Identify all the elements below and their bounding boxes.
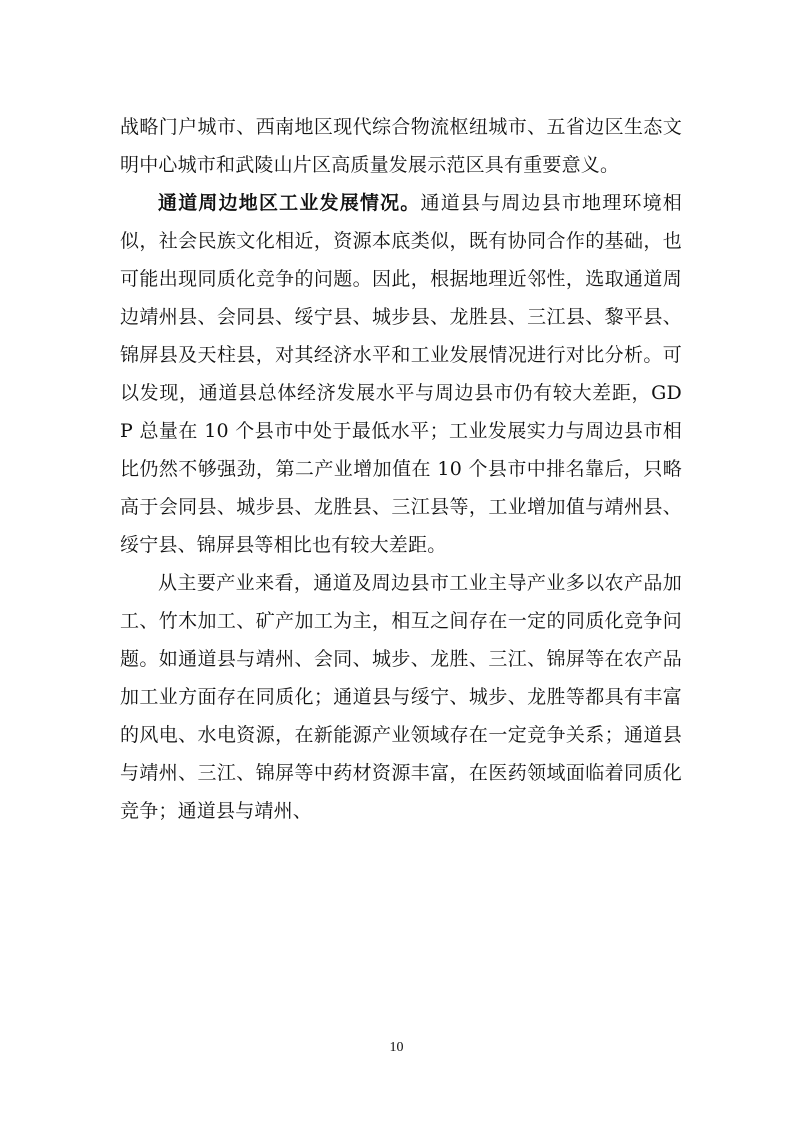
paragraph-1-text: 战略门户城市、西南地区现代综合物流枢纽城市、五省边区生态文明中心城市和武陵山片区高质量发展示范区具有重要意义。 (120, 116, 682, 176)
paragraph-2-text: 通道县与周边县市地理环境相似，社会民族文化相近，资源本底类似，既有协同合作的基础，也可能出现同质化竞争的问题。因此，根据地理近邻性，选取通道周边靖州县、会同县、绥宁县、城步县、龙胜县、三江县、黎平县、锦屏县及天柱县，对其经济水平和工业发展情况进行对比分析。可以发现，通道县总体经济发展水平与周边县市仍有较大差距，GDP 总量在 10 个县市中处于最低水平；工业发展实力与周边县市相比仍然不够强劲，第二产业增加值在 10 个县市中排名靠后，只略高于会同县、城步县、龙胜县、三江县等，工业增加值与靖州县、绥宁县、锦屏县等相比也有较大差距。 (120, 192, 682, 556)
page-number: 10 (389, 1040, 404, 1055)
document-body (120, 108, 682, 830)
paragraph-3 (120, 564, 682, 830)
paragraph-1 (120, 108, 682, 184)
paragraph-2 (120, 184, 682, 564)
section-heading: 通道周边地区工业发展情况。 (158, 192, 421, 214)
paragraph-3-text: 从主要产业来看，通道及周边县市工业主导产业多以农产品加工、竹木加工、矿产加工为主，相互之间存在一定的同质化竞争问题。如通道县与靖州、会同、城步、龙胜、三江、锦屏等在农产品加工业方面存在同质化；通道县与绥宁、城步、龙胜等都具有丰富的风电、水电资源，在新能源产业领域存在一定竞争关系；通道县与靖州、三江、锦屏等中药材资源丰富，在医药领域面临着同质化竞争；通道县与靖州、 (120, 572, 682, 822)
